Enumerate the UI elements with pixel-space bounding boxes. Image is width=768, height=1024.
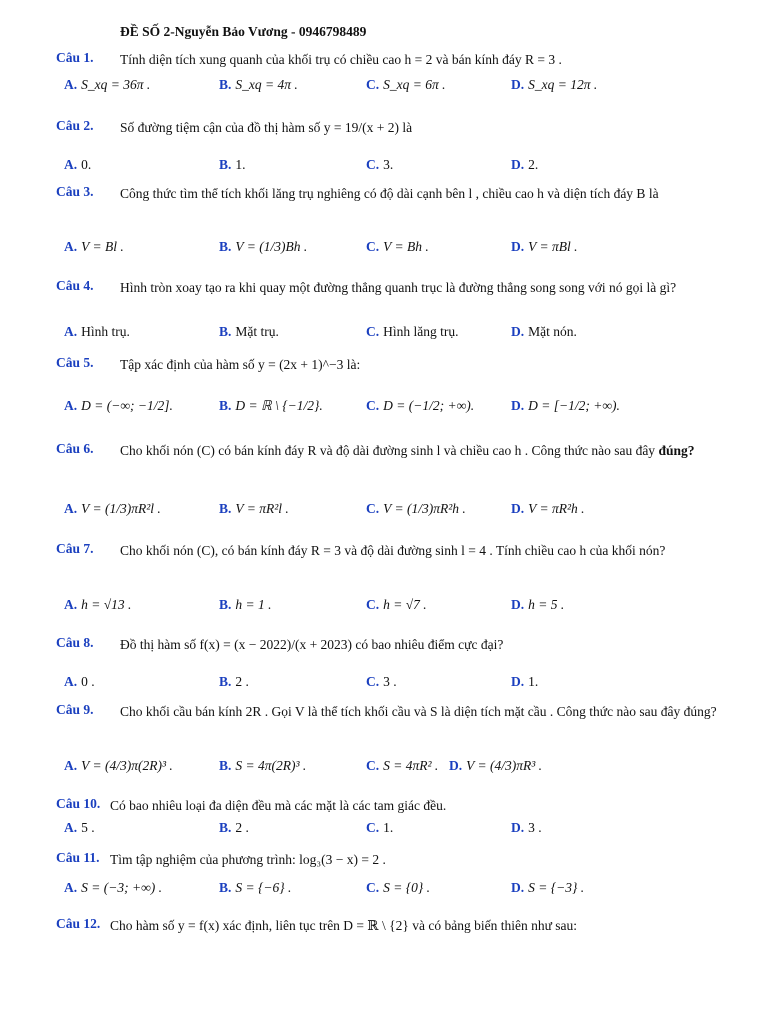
option-a: A. Hình trụ.: [64, 324, 130, 339]
option-d: D. 3 .: [511, 820, 542, 835]
options-row-5: [64, 398, 724, 420]
option-c: C. V = (1/3)πR²h .: [366, 501, 466, 516]
option-c: C. 3.: [366, 157, 394, 172]
options-row-7: [64, 597, 724, 619]
option-b: B. V = (1/3)Bh .: [219, 239, 308, 254]
question-number: Câu 6.: [56, 441, 94, 456]
option-b: B. 1.: [219, 157, 246, 172]
option-c: C. S_xq = 6π .: [366, 77, 446, 92]
option-c: C. h = √7 .: [366, 597, 427, 612]
option-c: C. D = (−1/2; +∞).: [366, 398, 475, 413]
question-8: [56, 635, 728, 654]
question-1: [56, 50, 728, 69]
option-d: D. Mặt nón.: [511, 324, 577, 339]
option-b: B. 2 .: [219, 820, 249, 835]
option-d: D. S = {−3} .: [511, 880, 585, 895]
option-c: C. 1.: [366, 820, 394, 835]
options-row-9: [64, 758, 724, 780]
option-a: A. 0 .: [64, 674, 95, 689]
option-c: C. V = Bh .: [366, 239, 429, 254]
question-7: [56, 541, 728, 560]
question-6: [56, 441, 728, 460]
options-row-11: [64, 880, 724, 902]
option-b: B. D = ℝ \ {−1/2}.: [219, 398, 323, 413]
question-text: Hình tròn xoay tạo ra khi quay một đường thẳng quanh trục là đường thẳng song song với nó gọi là gì?: [120, 280, 677, 295]
question-text: Công thức tìm thể tích khối lăng trụ nghiêng có độ dài cạnh bên l , chiều cao h và diện tích đáy B là: [120, 186, 659, 201]
options-row-1: [64, 77, 724, 99]
option-a: A. V = (4/3)π(2R)³ .: [64, 758, 173, 773]
question-3: [56, 184, 728, 203]
question-number: Câu 2.: [56, 118, 94, 133]
question-11: [56, 850, 728, 869]
options-row-8: [64, 674, 724, 696]
option-a: A. 0.: [64, 157, 92, 172]
option-d: D. V = (4/3)πR³ .: [449, 758, 543, 773]
question-2: [56, 118, 728, 137]
options-row-3: [64, 239, 724, 261]
question-12: [56, 916, 728, 935]
emphasis: đúng?: [658, 443, 695, 458]
question-4: [56, 278, 728, 297]
question-text: Cho khối nón (C), có bán kính đáy R = 3 và độ dài đường sinh l = 4 . Tính chiều cao h của khối nón?: [120, 543, 666, 558]
question-5: [56, 355, 728, 374]
question-number: Câu 4.: [56, 278, 94, 293]
question-text: Cho khối cầu bán kính 2R . Gọi V là thể tích khối cầu và S là diện tích mặt cầu . Công thức nào sau đây đúng?: [120, 704, 717, 719]
question-text: Tính diện tích xung quanh của khối trụ có chiều cao h = 2 và bán kính đáy R = 3 .: [120, 52, 562, 67]
question-text: Tập xác định của hàm số y = (2x + 1)^−3 là:: [120, 357, 361, 372]
question-number: Câu 1.: [56, 50, 94, 65]
option-c: C. S = {0} .: [366, 880, 431, 895]
option-b: B. S = 4π(2R)³ .: [219, 758, 307, 773]
question-number: Câu 11.: [56, 850, 100, 865]
question-number: Câu 5.: [56, 355, 94, 370]
question-text: Cho hàm số y = f(x) xác định, liên tục trên D = ℝ \ {2} và có bảng biến thiên như sau:: [110, 918, 578, 933]
option-d: D. 2.: [511, 157, 539, 172]
option-a: A. S_xq = 36π .: [64, 77, 151, 92]
question-number: Câu 10.: [56, 796, 101, 811]
question-10: [56, 796, 728, 815]
option-d: D. V = πR²h .: [511, 501, 585, 516]
option-b: B. Mặt trụ.: [219, 324, 279, 339]
option-d: D. V = πBl .: [511, 239, 578, 254]
options-row-6: [64, 501, 724, 523]
option-a: A. h = √13 .: [64, 597, 132, 612]
option-a: A. V = (1/3)πR²l .: [64, 501, 161, 516]
option-d: D. 1.: [511, 674, 539, 689]
option-a: A. S = (−3; +∞) .: [64, 880, 162, 895]
option-b: B. V = πR²l .: [219, 501, 289, 516]
exam-title: ĐỀ SỐ 2-Nguyễn Bảo Vương - 0946798489: [120, 24, 367, 39]
question-number: Câu 9.: [56, 702, 94, 717]
options-row-2: [64, 157, 724, 179]
option-a: A. V = Bl .: [64, 239, 124, 254]
question-number: Câu 8.: [56, 635, 94, 650]
option-a: A. D = (−∞; −1/2].: [64, 398, 173, 413]
question-text: Có bao nhiêu loại đa diện đều mà các mặt là các tam giác đều.: [110, 798, 447, 813]
option-b: B. h = 1 .: [219, 597, 272, 612]
question-number: Câu 7.: [56, 541, 94, 556]
option-d: D. S_xq = 12π .: [511, 77, 598, 92]
option-d: D. h = 5 .: [511, 597, 565, 612]
option-b: B. S = {−6} .: [219, 880, 292, 895]
options-row-10: [64, 820, 724, 842]
options-row-4: [64, 324, 724, 346]
option-d: D. D = [−1/2; +∞).: [511, 398, 620, 413]
question-text: Đồ thị hàm số f(x) = (x − 2022)/(x + 2023) có bao nhiêu điểm cực đại?: [120, 637, 504, 652]
option-c: C. 3 .: [366, 674, 397, 689]
question-number: Câu 12.: [56, 916, 101, 931]
option-a: A. 5 .: [64, 820, 95, 835]
question-text: Số đường tiệm cận của đồ thị hàm số y = 19/(x + 2) là: [120, 120, 413, 135]
option-c: C. Hình lăng trụ.: [366, 324, 459, 339]
question-text: Tìm tập nghiệm của phương trình: log₃(3 − x) = 2 .: [110, 852, 386, 867]
option-c: C. S = 4πR² .: [366, 758, 439, 773]
question-number: Câu 3.: [56, 184, 94, 199]
option-b: B. S_xq = 4π .: [219, 77, 298, 92]
question-9: [56, 702, 728, 721]
option-b: B. 2 .: [219, 674, 249, 689]
question-text: Cho khối nón (C) có bán kính đáy R và độ dài đường sinh l và chiều cao h . Công thức nào sau đây đúng?: [120, 443, 695, 458]
